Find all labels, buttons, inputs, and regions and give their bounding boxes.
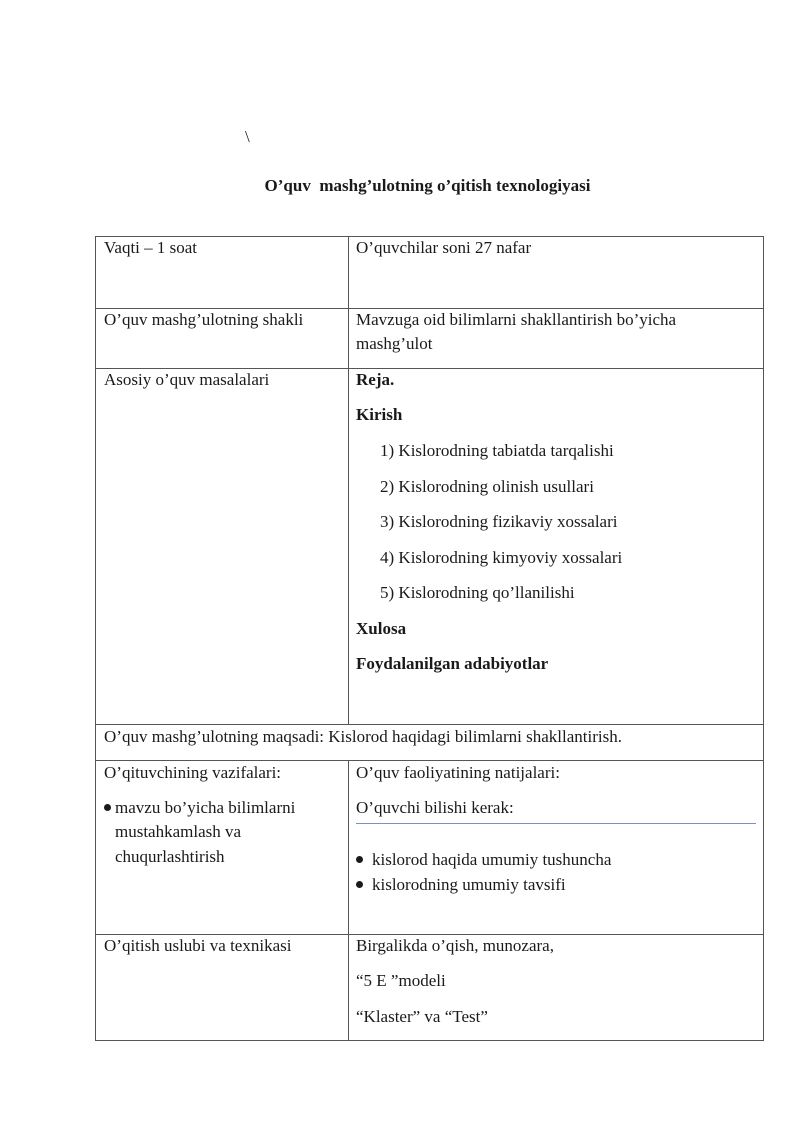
bullet-icon bbox=[356, 856, 363, 863]
plan-item: 2) Kislorodning olinish usullari bbox=[380, 477, 594, 496]
table-border bbox=[95, 236, 96, 1041]
students-count: O’quvchilar soni 27 nafar bbox=[356, 238, 532, 257]
method-line: “Klaster” va “Test” bbox=[356, 1007, 488, 1026]
time-label: Vaqti – 1 soat bbox=[104, 238, 198, 257]
teacher-task-line2: mustahkamlash va bbox=[115, 822, 242, 841]
teacher-task-line3: chuqurlashtirish bbox=[115, 847, 225, 866]
table-border bbox=[348, 760, 349, 1041]
divider-line bbox=[356, 823, 756, 824]
plan-item: 1) Kislorodning tabiatda tarqalishi bbox=[380, 441, 614, 460]
method-line: Birgalikda o’qish, munozara, bbox=[356, 936, 554, 955]
plan-item: 4) Kislorodning kimyoviy xossalari bbox=[380, 548, 623, 567]
lesson-goal: O’quv mashg’ulotning maqsadi: Kislorod haqidagi bilimlarni shakllantirish. bbox=[104, 727, 622, 746]
method-line: “5 E ”modeli bbox=[356, 971, 446, 990]
table-border bbox=[95, 1040, 764, 1041]
document-title: O’quv mashg’ulotning o’qitish texnologiyasi bbox=[264, 176, 591, 195]
plan-item: 5) Kislorodning qo’llanilishi bbox=[380, 583, 575, 602]
table-border bbox=[348, 236, 349, 725]
knowledge-bullet: kislorod haqida umumiy tushuncha bbox=[356, 848, 611, 872]
references-heading: Foydalanilgan adabiyotlar bbox=[356, 654, 549, 673]
plan-heading: Reja. bbox=[356, 370, 395, 389]
stray-backslash: \ bbox=[245, 127, 250, 146]
lesson-form-value-line2: mashg’ulot bbox=[356, 334, 433, 353]
lesson-form-label: O’quv mashg’ulotning shakli bbox=[104, 310, 304, 329]
table-border bbox=[763, 236, 764, 1041]
intro-heading: Kirish bbox=[356, 405, 403, 424]
bullet-icon bbox=[356, 881, 363, 888]
bullet-icon bbox=[104, 804, 111, 811]
knowledge-bullet: kislorodning umumiy tavsifi bbox=[356, 873, 566, 897]
teacher-tasks-title: O’qituvchining vazifalari: bbox=[104, 763, 282, 782]
lesson-form-value-line1: Mavzuga oid bilimlarni shakllantirish bo’yicha bbox=[356, 310, 677, 329]
main-tasks-label: Asosiy o’quv masalalari bbox=[104, 370, 270, 389]
student-knowledge-subtitle: O’quvchi bilishi kerak: bbox=[356, 798, 514, 817]
results-title: O’quv faoliyatining natijalari: bbox=[356, 763, 560, 782]
teacher-task-bullet: mavzu bo’yicha bilimlarni bbox=[104, 796, 295, 820]
conclusion-heading: Xulosa bbox=[356, 619, 407, 638]
plan-item: 3) Kislorodning fizikaviy xossalari bbox=[380, 512, 618, 531]
method-label: O’qitish uslubi va texnikasi bbox=[104, 936, 292, 955]
